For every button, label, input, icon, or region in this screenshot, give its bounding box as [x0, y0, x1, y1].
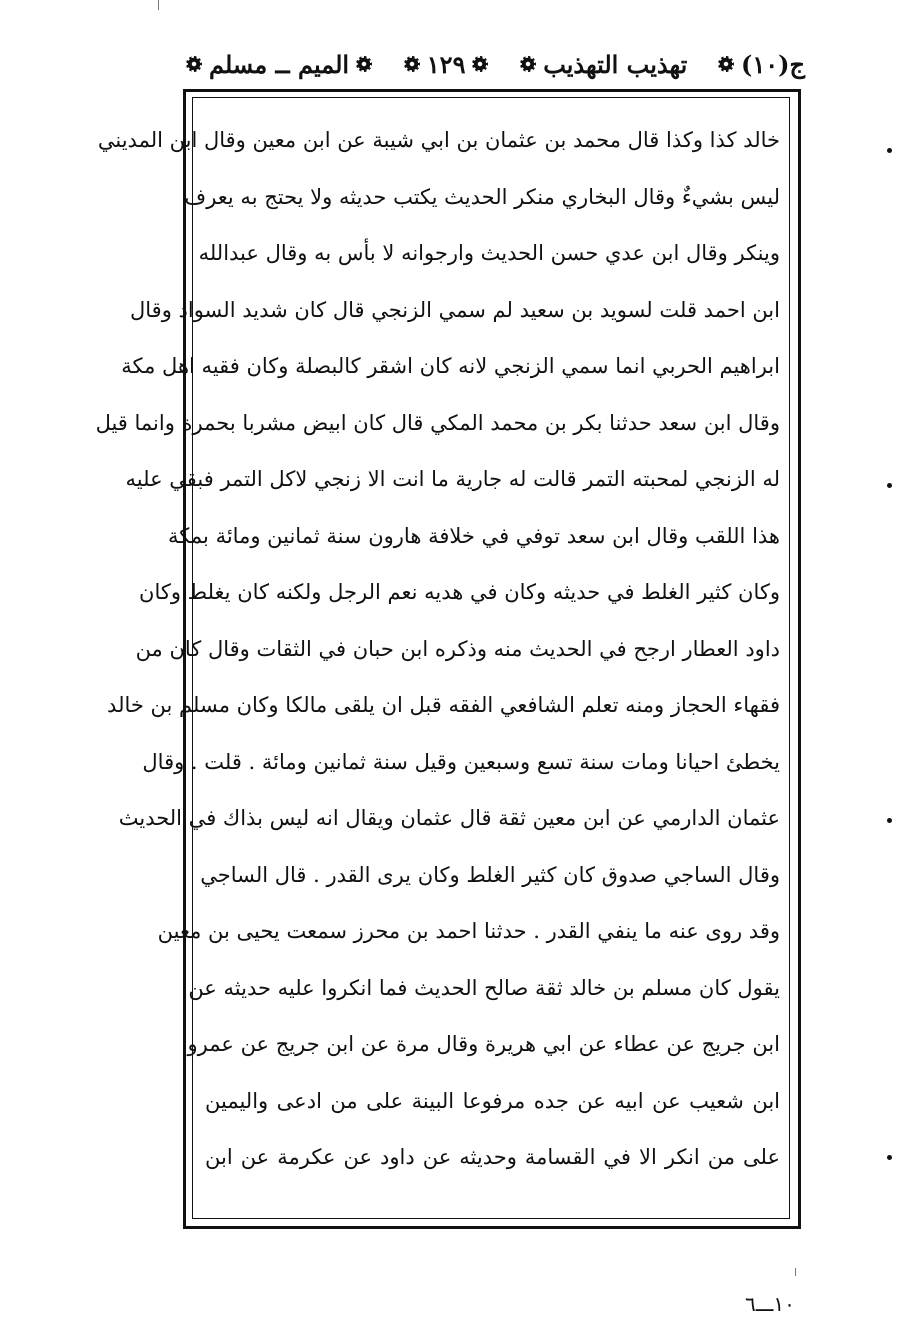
body-line: ابراهيم الحربي انما سمي الزنجي لانه كان اشقر كالبصلة وكان فقيه اهل مكة: [121, 354, 780, 378]
body-line: ابن شعيب عن ابيه عن جده مرفوعا البينة على من ادعى واليمين: [205, 1088, 780, 1113]
rosette-ornament-icon: [519, 55, 537, 73]
body-text: [95, 112, 780, 1212]
scan-tick-mark: [795, 1268, 796, 1276]
section-label-group: [185, 50, 373, 79]
body-line: هذا اللقب وقال ابن سعد توفي في خلافة هارون سنة ثمانين ومائة بمكة: [168, 523, 780, 548]
volume-label: ج(١٠): [741, 49, 805, 79]
body-line: ليس بشيءٌ وقال البخاري منكر الحديث يكتب حديثه ولا يحتج به يعرف: [184, 184, 780, 209]
margin-dot: [887, 1155, 892, 1160]
body-line: داود العطار ارجح في الحديث منه وذكره ابن حبان في الثقات وقال كان من: [135, 636, 780, 661]
section-label: الميم ــ مسلم: [209, 49, 350, 79]
body-line: فقهاء الحجاز ومنه تعلم الشافعي الفقه قبل ان يلقى مالكا وكان مسلم بن خالد: [107, 693, 780, 717]
body-line: وقال ابن سعد حدثنا بكر بن محمد المكي قال كان ابيض مشربا بحمرة وانما قيل: [95, 410, 780, 435]
book-title: تهذيب التهذيب: [543, 49, 688, 79]
running-header: [185, 40, 805, 88]
body-line: يخطئ احيانا ومات سنة تسع وسبعين وقيل سنة ثمانين ومائة . قلت . وقال: [142, 749, 780, 774]
body-line: وقال الساجي صدوق كان كثير الغلط وكان يرى القدر . قال الساجي: [200, 862, 780, 887]
body-line: عثمان الدارمي عن ابن معين ثقة قال عثمان ويقال انه ليس بذاك في الحديث: [118, 806, 780, 830]
body-line: وقد روى عنه ما ينفي القدر . حدثنا احمد بن محرز سمعت يحيى بن معين: [157, 919, 780, 943]
margin-dot: [887, 148, 892, 153]
body-line: خالد كذا وكذا قال محمد بن عثمان بن ابي شيبة عن ابن معين وقال ابن المديني: [97, 128, 780, 152]
scan-tick-mark: [158, 0, 159, 10]
body-line: على من انكر الا في القسامة وحديثه عن داود عن عكرمة عن ابن: [205, 1145, 780, 1169]
rosette-ornament-icon: [185, 55, 203, 73]
body-line: وينكر وقال ابن عدي حسن الحديث وارجوانه لا بأس به وقال عبدالله: [198, 241, 780, 265]
volume-label-group: [717, 50, 805, 79]
body-line: له الزنجي لمحبته التمر قالت له جارية ما انت الا زنجي لاكل التمر فبقي عليه: [125, 467, 780, 491]
rosette-ornament-icon: [471, 55, 489, 73]
rosette-ornament-icon: [403, 55, 421, 73]
rosette-ornament-icon: [717, 55, 735, 73]
page-number-group: [403, 50, 490, 79]
rosette-ornament-icon: [355, 55, 373, 73]
body-line: وكان كثير الغلط في حديثه وكان في هديه نعم الرجل ولكنه كان يغلط وكان: [139, 580, 780, 604]
page-number: ١٢٩: [426, 49, 466, 79]
margin-dot: [887, 818, 892, 823]
book-title-group: [519, 50, 687, 79]
body-line: يقول كان مسلم بن خالد ثقة صالح الحديث فما انكروا عليه حديثه عن: [188, 975, 780, 1000]
margin-dot: [887, 483, 892, 488]
body-line: ابن جريج عن عطاء عن ابي هريرة وقال مرة عن ابن جريج عن عمرو: [187, 1032, 780, 1056]
body-line: ابن احمد قلت لسويد بن سعيد لم سمي الزنجي قال كان شديد السواد وقال: [130, 297, 780, 322]
signature-mark: ١٠ـــ٦: [745, 1292, 795, 1316]
